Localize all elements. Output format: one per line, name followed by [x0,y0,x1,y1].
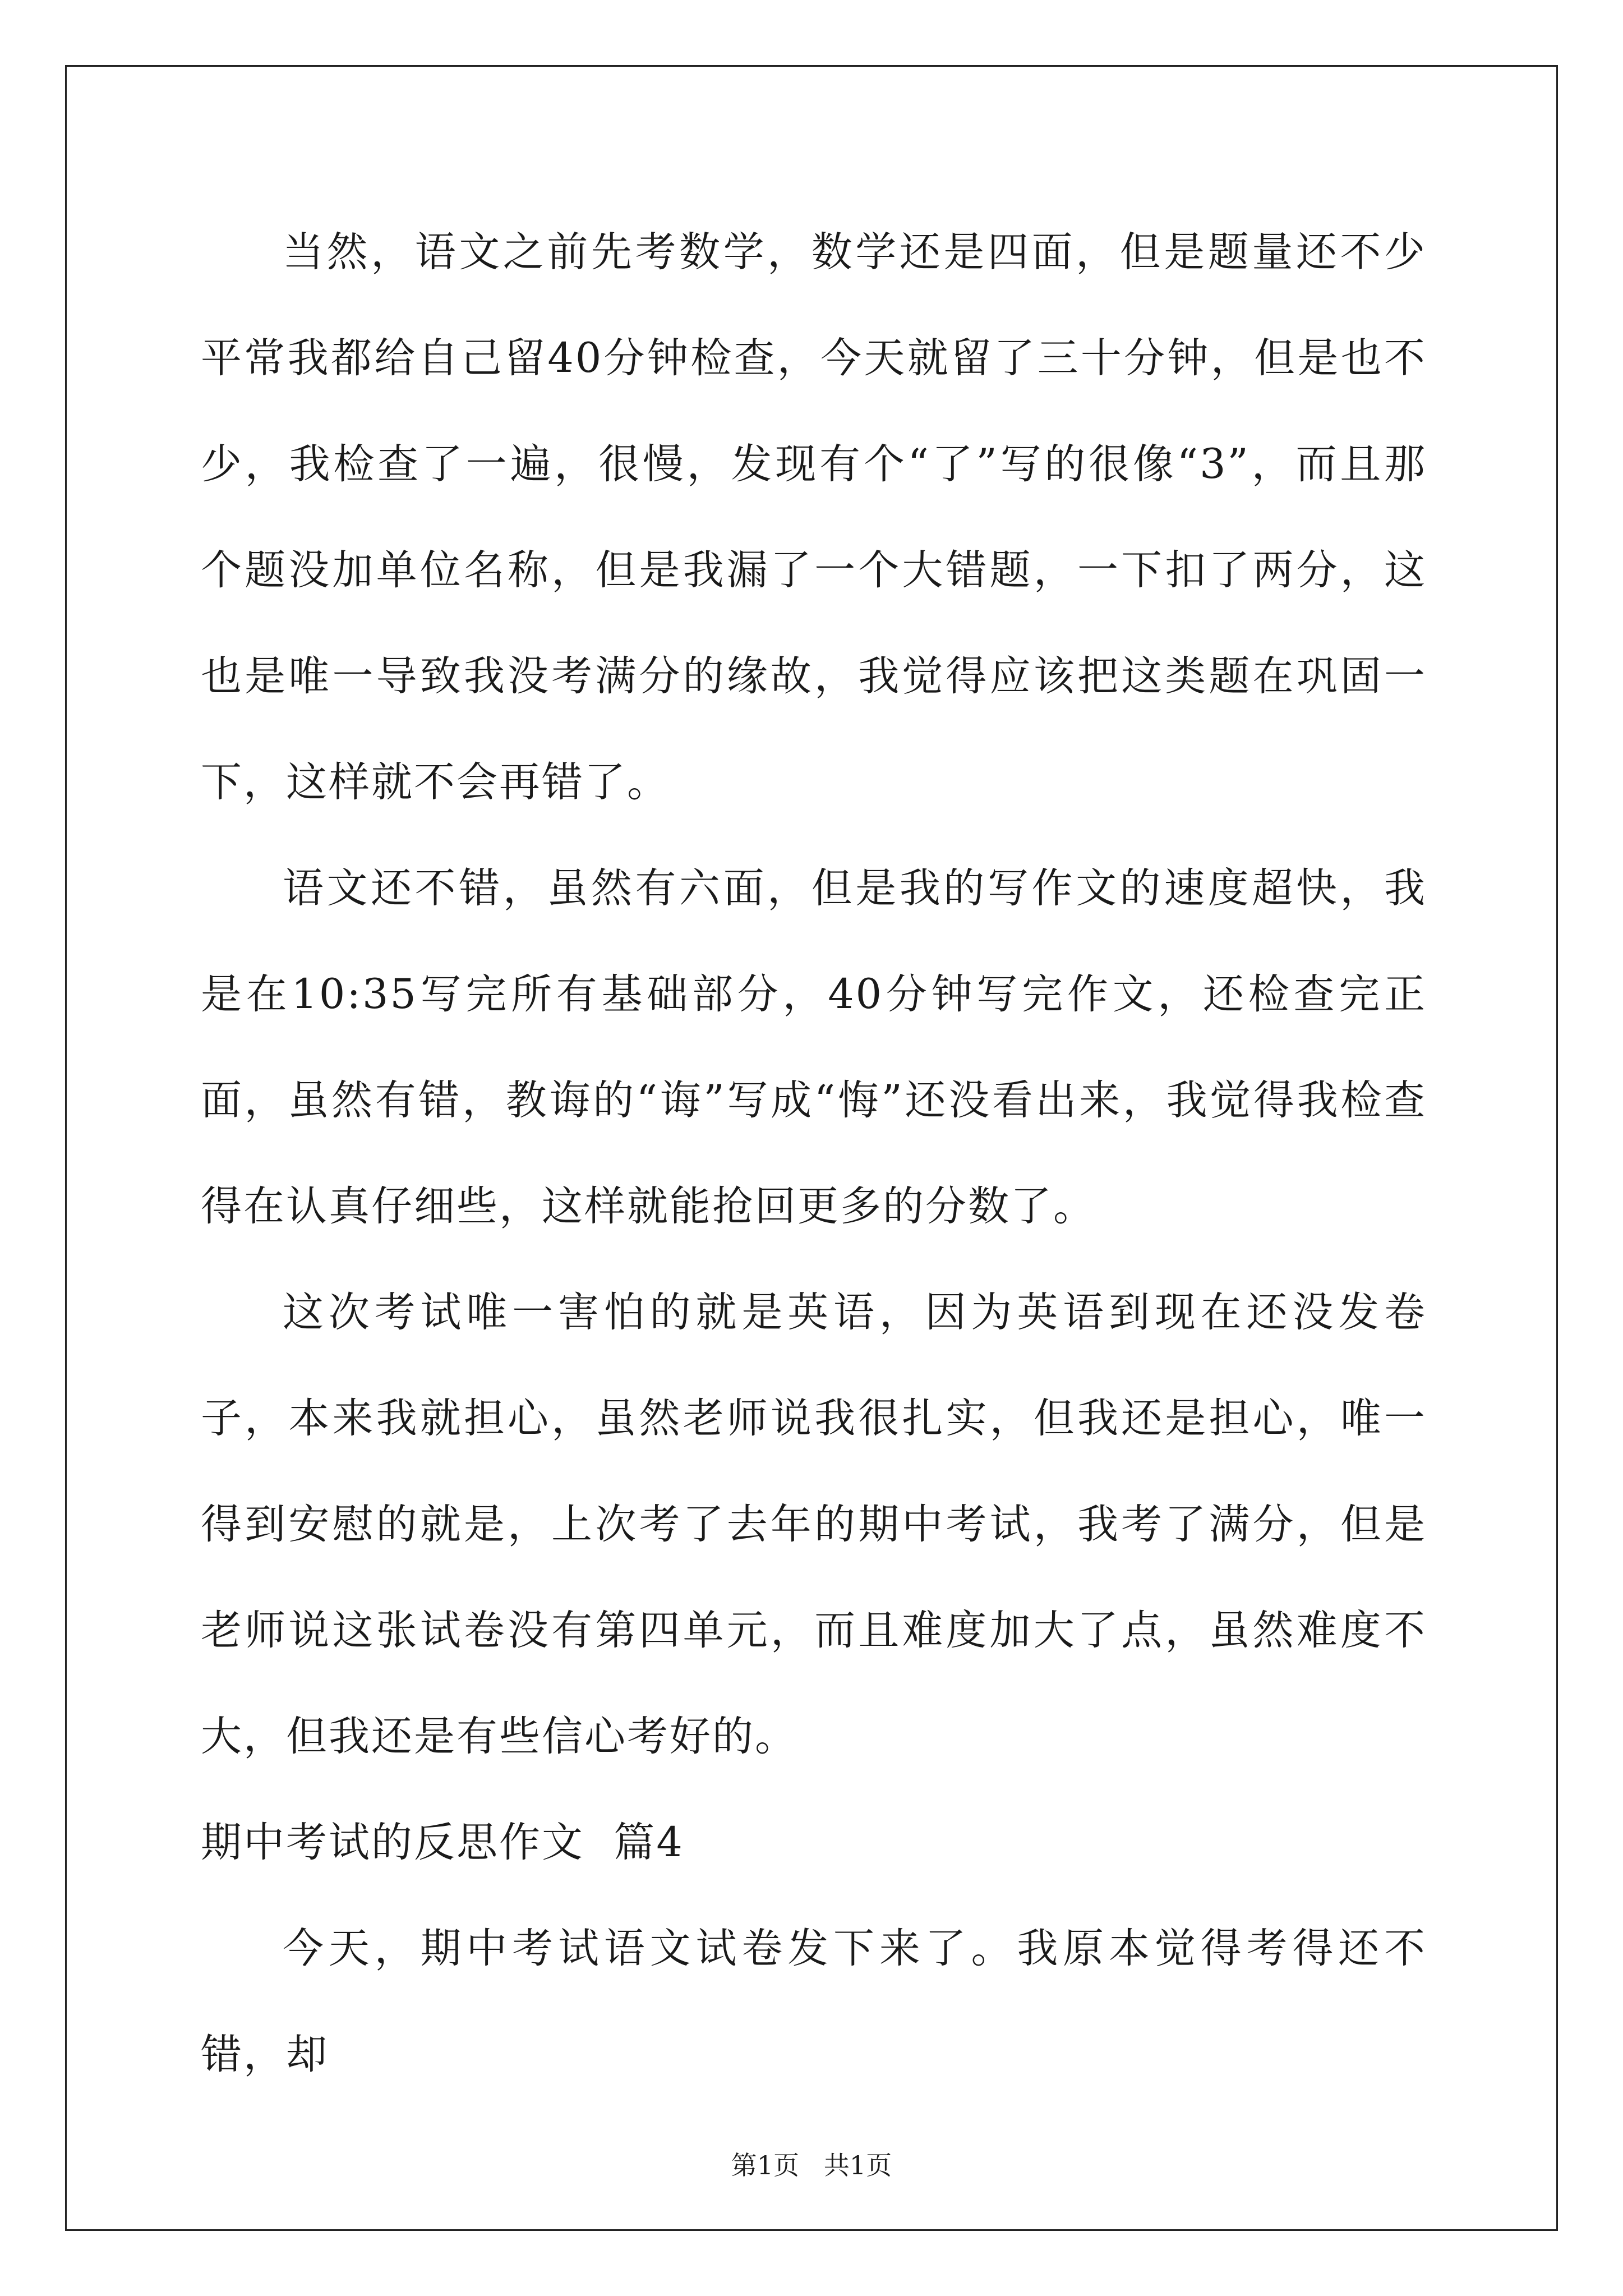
paragraph-2: 语文还不错，虽然有六面，但是我的写作文的速度超快，我是在10:35写完所有基础部分，40分钟写完作文，还检查完正面，虽然有错，教诲的“诲”写成“悔”还没看出来，我觉得我检查得在认真仔细些，这样就能抢回更多的分数了。 [201,864,1427,1230]
section-heading: 期中考试的反思作文 篇4 [201,1819,684,1866]
page-footer: 第1页 共1页 [731,2150,892,2180]
paragraph-1: 当然，语文之前先考数学，数学还是四面，但是题量还不少平常我都给自己留40分钟检查，今天就留了三十分钟，但是也不少，我检查了一遍，很慢，发现有个“了”写的很像“3”，而且那个题没加单位名称，但是我漏了一个大错题，一下扣了两分，这也是唯一导致我没考满分的缘故，我觉得应该把这类题在巩固一下，这样就不会再错了。 [201,228,1427,806]
document-body [201,199,1427,2108]
paragraph-3: 这次考试唯一害怕的就是英语，因为英语到现在还没发卷子，本来我就担心，虽然老师说我很扎实，但我还是担心，唯一得到安慰的就是，上次考了去年的期中考试，我考了满分，但是老师说这张试卷没有第四单元，而且难度加大了点，虽然难度不大，但我还是有些信心考好的。 [201,1289,1427,1760]
paragraph-4: 今天，期中考试语文试卷发下来了。我原本觉得考得还不错，却 [201,1925,1427,2078]
